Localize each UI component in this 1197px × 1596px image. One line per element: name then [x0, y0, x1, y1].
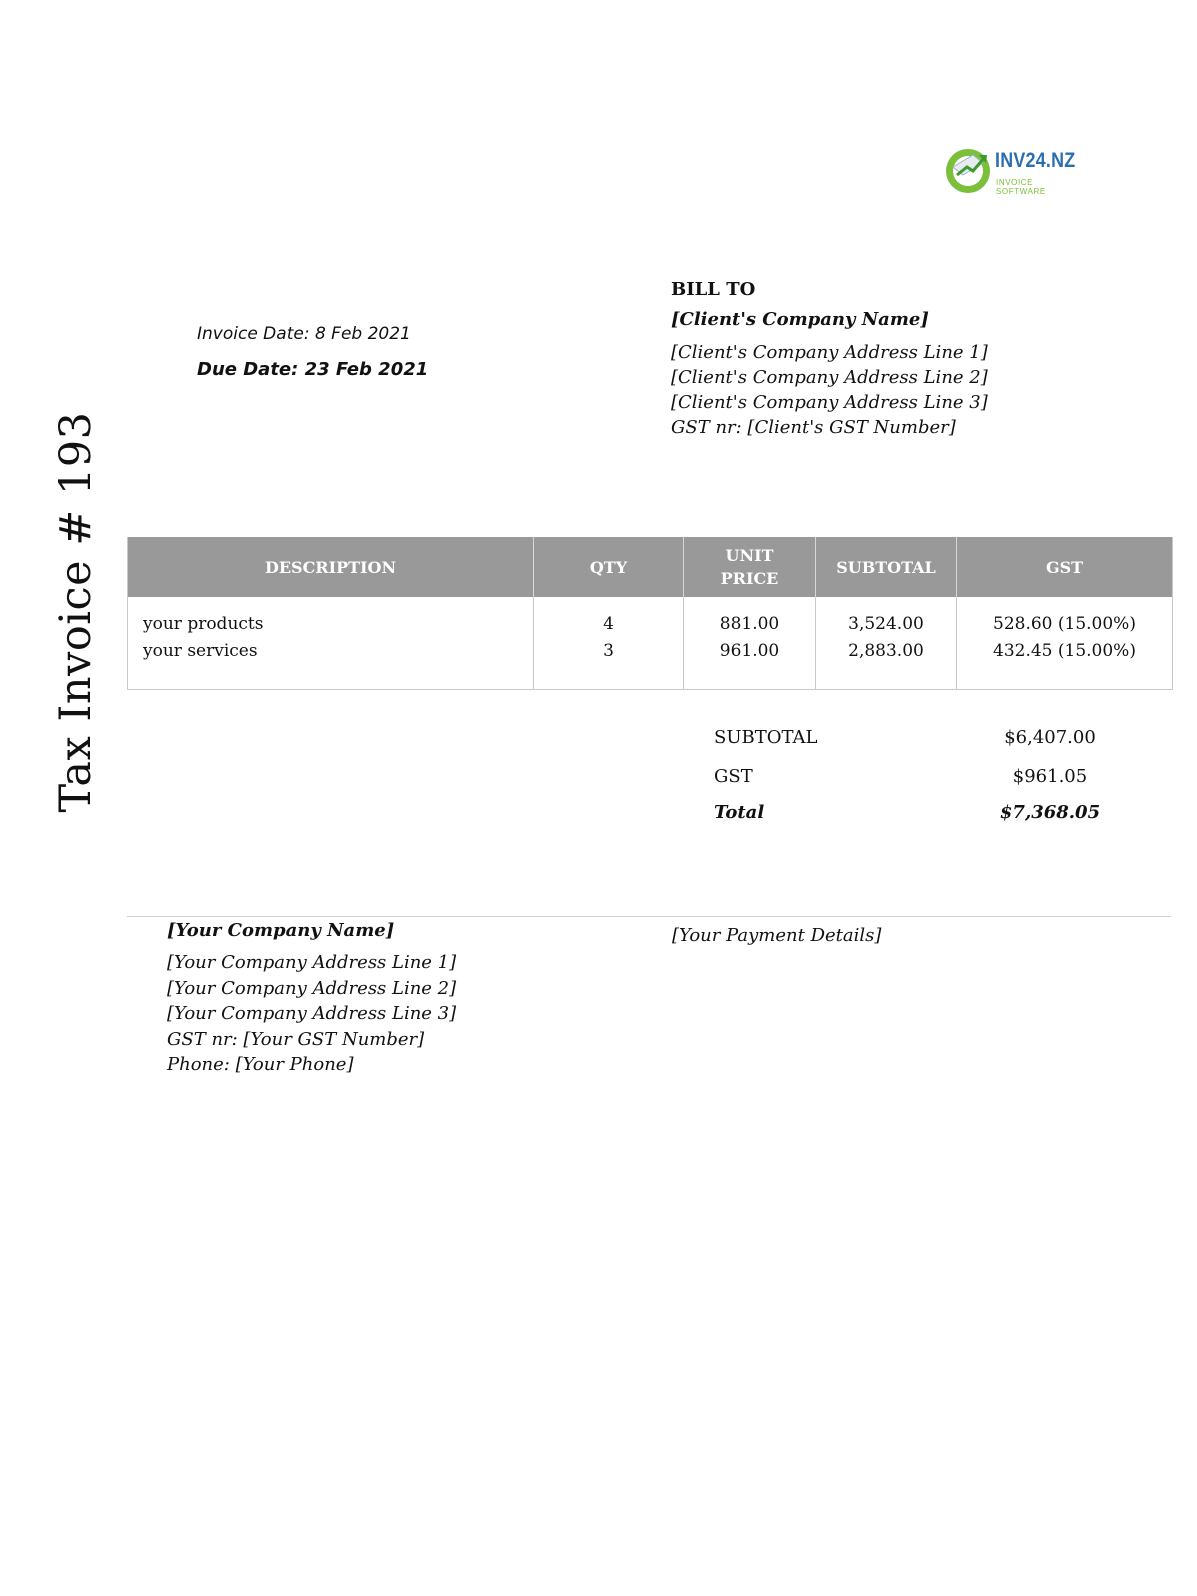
subtotal-column: [816, 597, 957, 689]
seller-address: [167, 950, 456, 1078]
seller-address-line: [Your Company Address Line 1]: [167, 952, 457, 973]
line-items-table: [127, 537, 1173, 690]
table-cell: 528.60 (15.00%): [993, 614, 1136, 634]
description-column: [128, 597, 534, 689]
bill-to-heading: BILL TO: [671, 279, 756, 300]
seller-address-line: [Your Company Address Line 2]: [167, 977, 457, 999]
table-header: [128, 537, 1172, 597]
payment-details: [Your Payment Details]: [672, 925, 882, 946]
subtotal-label: SUBTOTAL: [714, 727, 818, 748]
table-cell: 432.45 (15.00%): [993, 641, 1136, 661]
header-subtotal: SUBTOTAL: [816, 537, 957, 597]
table-cell: 961.00: [719, 641, 780, 661]
client-gst-number: GST nr: [Client's GST Number]: [671, 417, 956, 438]
logo-name: INV24.NZ: [995, 149, 1076, 172]
header-unit-price-line2: PRICE: [720, 569, 779, 588]
due-date: Due Date: 23 Feb 2021: [197, 359, 429, 380]
gst-label: GST: [714, 766, 753, 787]
seller-address-line: [Your Company Address Line 3]: [167, 1003, 457, 1024]
seller-gst-number: GST nr: [Your GST Number]: [167, 1028, 425, 1050]
company-logo: [943, 145, 1083, 197]
table-cell: 881.00: [719, 614, 780, 634]
total-value: $7,368.05: [999, 802, 1101, 823]
footer-divider: [127, 916, 1171, 917]
header-unit-price-line1: UNIT: [725, 546, 774, 565]
gst-column: [957, 597, 1172, 689]
header-unit-price: [684, 537, 816, 597]
seller-company-name: [Your Company Name]: [167, 920, 395, 941]
table-cell: 3,524.00: [848, 614, 924, 634]
client-address: [671, 340, 988, 440]
document-title: Tax Invoice # 193: [51, 411, 101, 813]
seller-phone: Phone: [Your Phone]: [167, 1054, 354, 1075]
header-gst: GST: [1045, 557, 1084, 577]
qty-column: [534, 597, 684, 689]
logo-icon: [943, 145, 993, 195]
logo-tagline: INVOICE SOFTWARE: [996, 178, 1046, 196]
total-label: Total: [714, 802, 765, 823]
invoice-date: Invoice Date: 8 Feb 2021: [197, 324, 411, 344]
table-body: [128, 597, 1172, 689]
header-qty: QTY: [534, 537, 684, 597]
unit-price-column: [684, 597, 816, 689]
table-cell: your products: [143, 614, 264, 634]
client-address-line: [Client's Company Address Line 1]: [671, 342, 988, 363]
subtotal-value: $6,407.00: [1004, 727, 1096, 748]
gst-value: $961.05: [1012, 766, 1088, 787]
header-description: DESCRIPTION: [128, 537, 534, 597]
client-address-line: [Client's Company Address Line 2]: [671, 367, 988, 388]
client-address-line: [Client's Company Address Line 3]: [671, 392, 988, 413]
table-cell: 4: [603, 614, 614, 634]
table-cell: 3: [603, 641, 614, 661]
table-cell: 2,883.00: [848, 641, 924, 661]
table-cell: your services: [143, 641, 258, 661]
client-company-name: [Client's Company Name]: [671, 309, 929, 330]
